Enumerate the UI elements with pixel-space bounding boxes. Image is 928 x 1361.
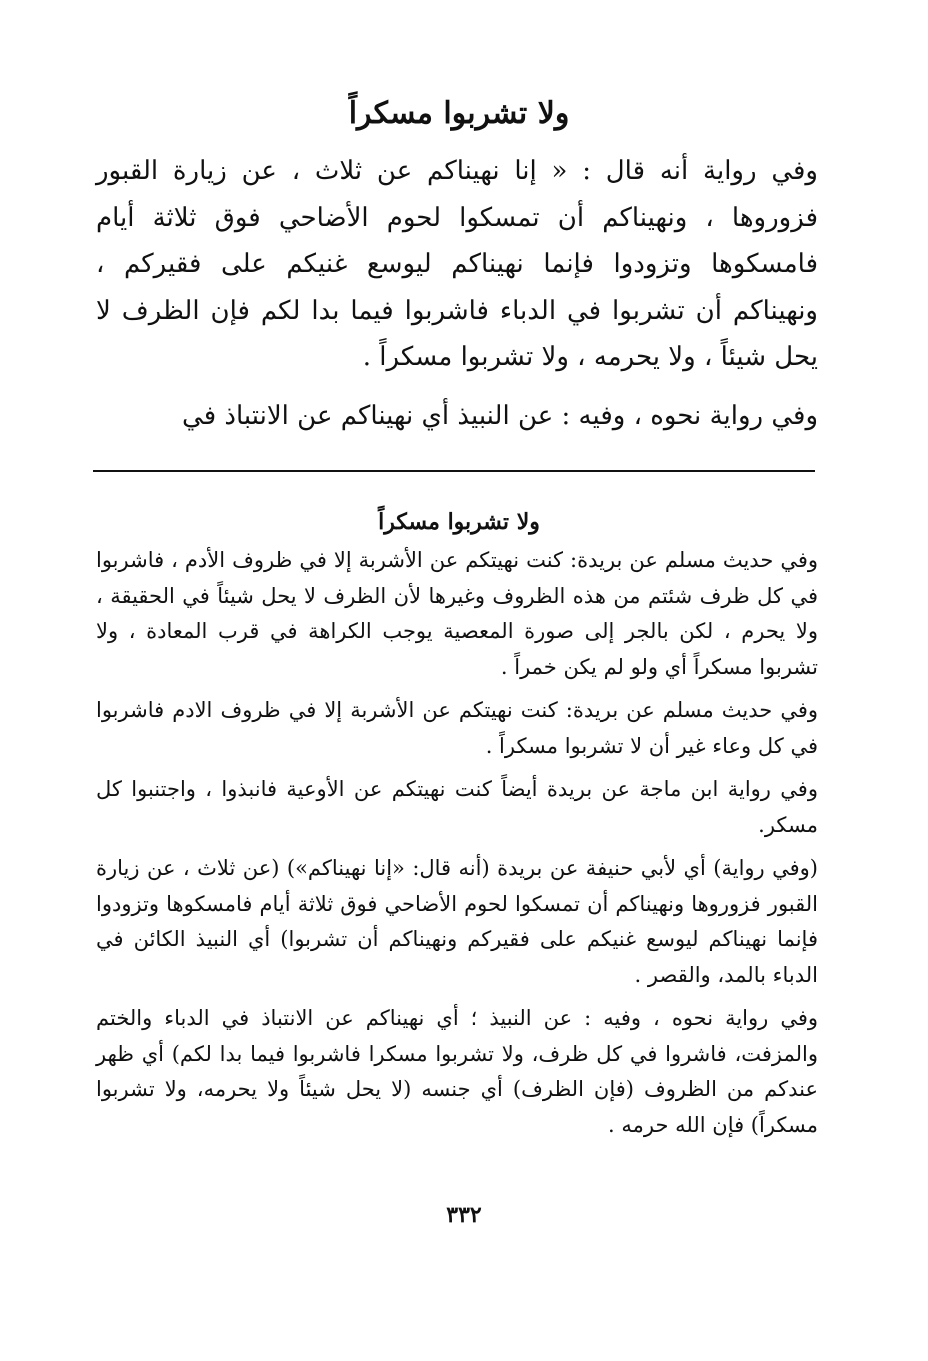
commentary-text bbox=[96, 543, 818, 1143]
commentary-paragraph: وفي رواية نحوه ، وفيه : عن النبيذ ؛ أي نهيناكم عن الانتباذ في الدباء والختم والمزفت، فاشروا في كل ظرف، ولا تشربوا مسكرا فاشربوا فيما بدا لكم) أي ظهر عندكم من الظروف (فإن الظرف) أي جنسه (لا يحل شيئاً ولا يحرمه، ولا تشربوا مسكراً) فإن الله حرمه . bbox=[96, 1006, 818, 1137]
page-number: ٣٣٢ bbox=[446, 1202, 482, 1228]
footnote-divider bbox=[93, 470, 815, 472]
commentary-heading: ولا تشربوا مسكراً bbox=[378, 509, 540, 535]
main-heading: ولا تشربوا مسكراً bbox=[348, 96, 570, 131]
main-text bbox=[96, 148, 818, 439]
main-paragraph: وفي رواية نحوه ، وفيه : عن النبيذ أي نهيناكم عن الانتباذ في bbox=[182, 400, 818, 431]
main-paragraph: وفي رواية أنه قال : « إنا نهيناكم عن ثلاث ، عن زيارة القبور فزوروها ، ونهيناكم أن تمسكوا لحوم الأضاحي فوق ثلاثة أيام فامسكوها وتزودوا فإنما نهيناكم ليوسع غنيكم على فقيركم ، ونهيناكم أن تشربوا في الدباء فاشربوا فيما بدا لكم فإن الظرف لا يحل شيئاً ، ولا يحرمه ، ولا تشربوا مسكراً . bbox=[96, 156, 818, 372]
commentary-paragraph: وفي حديث مسلم عن بريدة: كنت نهيتكم عن الأشربة إلا في ظروف الادم فاشربوا في كل وعاء غير أن لا تشربوا مسكراً . bbox=[96, 698, 818, 758]
commentary-paragraph: (وفي رواية) أي لأبي حنيفة عن بريدة (أنه قال: «إنا نهيناكم») (عن ثلاث ، عن زيارة القبور فزوروها ونهيناكم أن تمسكوا لحوم الأضاحي فوق ثلاثة أيام فامسكوها وتزودوا فإنما نهيناكم ليوسع غنيكم على فقيركم ونهيناكم أن تشربوا) أي النبيذ الكائن في الدباء بالمد، والقصر . bbox=[96, 856, 818, 987]
commentary-paragraph: وفي رواية ابن ماجة عن بريدة أيضاً كنت نهيتكم عن الأوعية فانبذوا ، واجتنبوا كل مسكر. bbox=[96, 777, 818, 837]
commentary-paragraph: وفي حديث مسلم عن بريدة: كنت نهيتكم عن الأشربة إلا في ظروف الأدم ، فاشربوا في كل ظرف شئتم من هذه الظروف وغيرها لأن الظرف لا يحل شيئاً في الحقيقة ، ولا يحرم ، لكن بالجر إلى صورة المعصية يوجب الكراهة في قرب المعادة ، ولا تشربوا مسكراً أي ولو لم يكن خمراً . bbox=[96, 548, 818, 679]
